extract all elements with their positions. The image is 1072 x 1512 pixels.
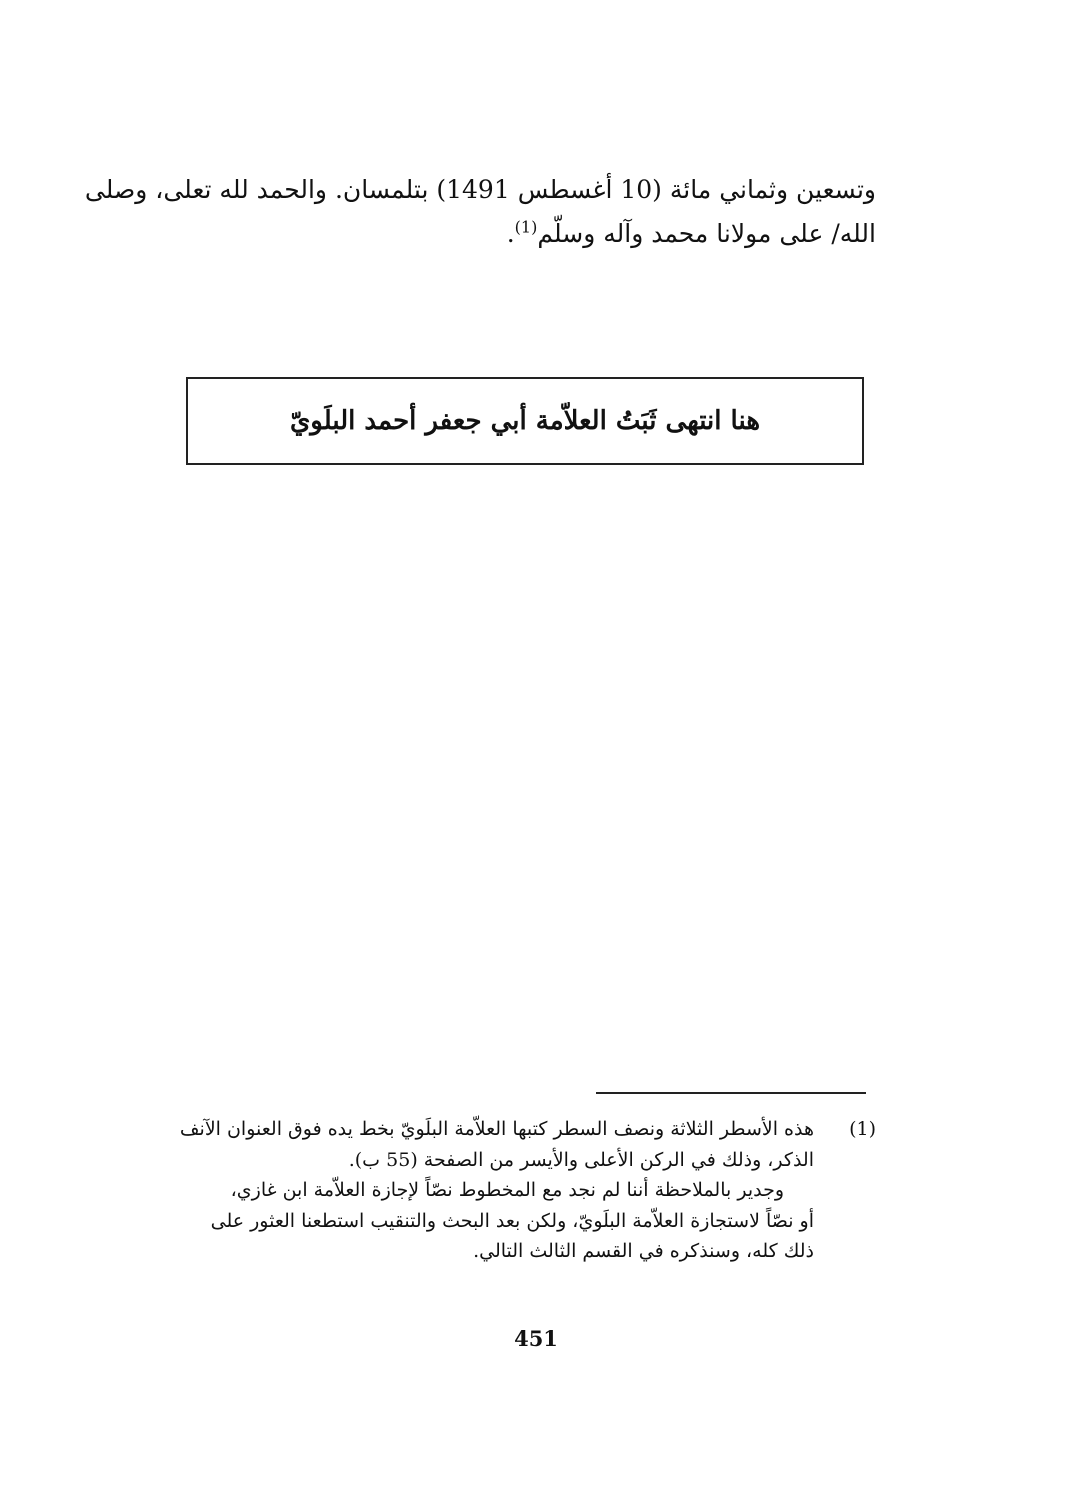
main-text-line xyxy=(180,212,876,256)
footnote-item xyxy=(180,1114,876,1267)
main-text-punctuation: . xyxy=(506,219,515,248)
footnote-marker: (1) xyxy=(849,1118,876,1140)
footnote-line: هذه الأسطر الثلاثة ونصف السطر كتبها العلاّمة البلَويّ بخط يده فوق العنوان الآنف xyxy=(179,1118,814,1140)
footnote xyxy=(180,1114,876,1267)
page-number: 451 xyxy=(514,1326,558,1351)
closing-title: هنا انتهى ثَبَتُ العلاّمة أبي جعفر أحمد البلَويّ xyxy=(289,406,761,436)
main-text-segment: الله/ على مولانا محمد وآله وسلّم xyxy=(537,219,876,248)
footnote-body xyxy=(180,1114,814,1267)
footnote-line: الذكر، وذلك في الركن الأعلى والأيسر من الصفحة (55 ب). xyxy=(348,1148,814,1171)
footnote-line: وجدير بالملاحظة أننا لم نجد مع المخطوط نصّاً لإجازة العلاّمة ابن غازي، xyxy=(230,1179,784,1201)
closing-box xyxy=(186,377,864,465)
main-text-line: وتسعين وثماني مائة (10 أغسطس 1491) بتلمسان. والحمد لله تعلى، وصلى xyxy=(84,175,876,204)
footnote-line: أو نصّاً لاستجازة العلاّمة البلَويّ، ولكن بعد البحث والتنقيب استطعنا العثور على xyxy=(210,1209,814,1232)
footnote-reference[interactable]: (1) xyxy=(514,217,538,237)
footnote-divider xyxy=(596,1092,866,1094)
footnote-line: ذلك كله، وسنذكره في القسم الثالث التالي. xyxy=(473,1240,814,1262)
main-text xyxy=(84,168,876,256)
